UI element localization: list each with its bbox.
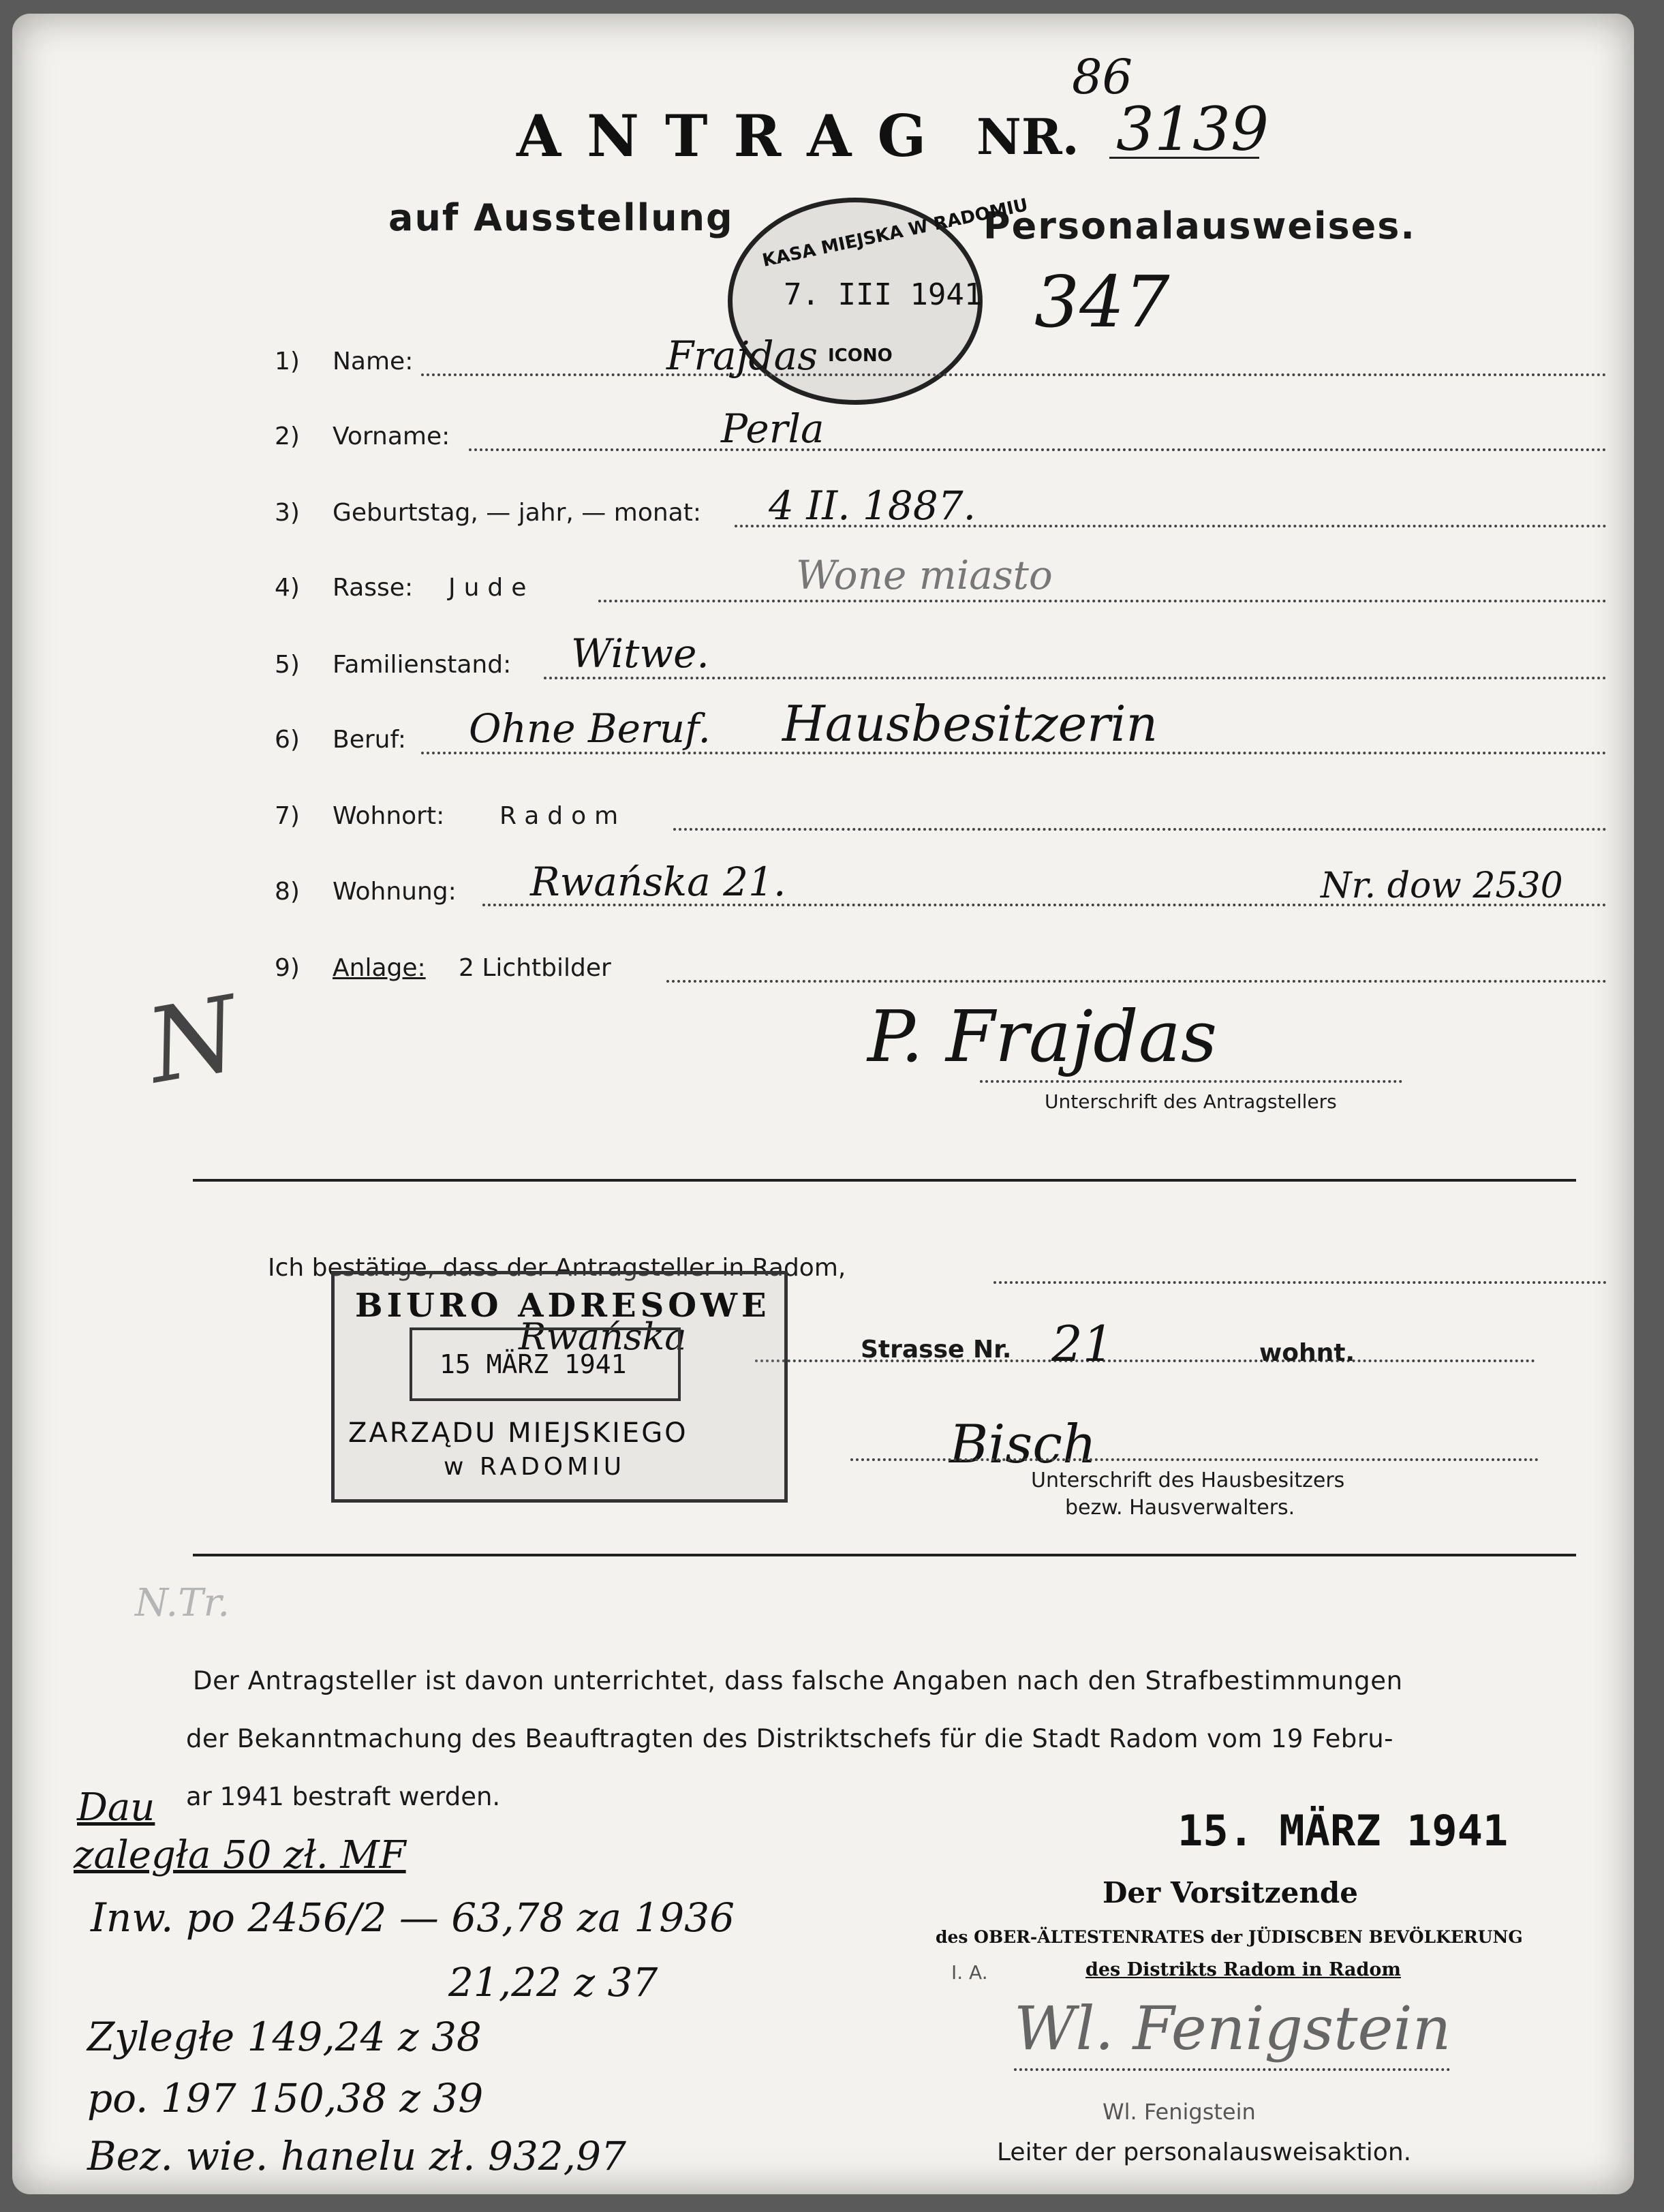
field-printed-rasse: Jude [448,574,535,602]
field-number: 3) [275,499,300,527]
field-number: 4) [275,574,300,602]
owner-signature: Bisch [949,1414,1097,1475]
confirmation-line: Ich bestätige, dass der Antragsteller in Radom, [268,1254,846,1282]
field-value-rasse: Wone miasto [796,552,1053,598]
street-number: 21 [1051,1315,1114,1372]
notice-line1: Der Antragsteller ist davon unterrichtet, dass falsche Angaben nach den Strafbestimmungen [193,1666,1403,1695]
notice-line3: ar 1941 bestraft werden. [186,1782,501,1811]
ledger-line: Zyległe 149,24 z 38 [87,2014,482,2060]
field-number: 6) [275,726,300,754]
official-name: Wl. Fenigstein [1103,2099,1256,2125]
field-label: Rasse: [333,574,414,602]
form-number-value: 3139 [1116,94,1269,164]
field-dots [421,373,1607,376]
field-label: Wohnung: [333,878,457,906]
field-value-wohnung-2: Nr. dow 2530 [1321,865,1563,906]
field-value-beruf: Ohne Beruf. [469,705,711,752]
official-ia: I. A. [951,1961,988,1984]
official-date: 15. MÄRZ 1941 [1177,1806,1509,1856]
field-label: Geburtstag, — jahr, — monat: [333,499,701,527]
field-number: 5) [275,651,300,679]
official-org-line1: des OBER-ÄLTESTENRATES der JÜDISCBEN BEVÖLKERUNG [936,1927,1523,1947]
field-number: 9) [275,954,300,982]
owner-caption-line2: bezw. Hausverwalters. [1065,1496,1295,1520]
field-dots [666,980,1607,983]
field-dots [544,677,1607,679]
field-value-name: Frajdas [666,333,818,379]
field-value-geburtstag: 4 II. 1887. [769,482,976,529]
ledger-line: Bez. wie. hanelu zł. 932,97 [87,2133,626,2179]
top-number: 86 [1072,49,1133,105]
field-label: Beruf: [333,726,406,754]
official-org-line2: des Distrikts Radom in Radom [1085,1959,1401,1980]
field-label: Anlage: [333,954,426,982]
biuro-stamp [331,1271,788,1503]
field-label: Name: [333,348,414,375]
signature-dots [980,1080,1402,1083]
form-title: ANTRAG [517,102,953,170]
field-number: 7) [275,802,300,830]
official-signature: Wl. Fenigstein [1014,1993,1451,2063]
kasa-stamp-top: KASA MIEJSKA W RADOMIU [760,195,1030,271]
wohnt-label: wohnt. [1259,1339,1355,1367]
ledger-line: Dau [77,1785,155,1830]
biuro-stamp-title: BIURO ADRESOWE [355,1287,771,1325]
field-label: Vorname: [333,423,450,450]
form-number-label: NR. [976,108,1079,166]
official-title: Der Vorsitzende [1103,1876,1358,1909]
handwritten-number: 347 [1034,260,1170,343]
form-number-line [1109,157,1259,159]
biuro-stamp-date-box [410,1327,681,1401]
biuro-stamp-street: Rwańska [519,1315,687,1358]
biuro-stamp-line2: w RADOMIU [444,1453,626,1481]
field-dots [469,448,1607,451]
field-label: Familienstand: [333,651,512,679]
field-printed-wohnort: Radom [499,802,627,830]
kasa-stamp-bottom: ICONO [828,345,893,366]
street-label: Strasse Nr. [861,1336,1012,1364]
owner-signature-dots [850,1458,1539,1461]
field-value-beruf-2: Hausbesitzerin [782,695,1158,752]
official-role: Leiter der personalausweisaktion. [997,2138,1412,2166]
field-value-vorname: Perla [721,405,825,452]
ledger-line: 21,22 z 37 [448,1959,658,2006]
field-dots [598,600,1607,602]
ledger-line: Inw. po 2456/2 — 63,78 za 1936 [91,1894,735,1941]
ledger-line: zaległa 50 zł. MF [74,1833,406,1877]
faint-note: N.Tr. [135,1581,230,1625]
biuro-stamp-date: 15 MÄRZ 1941 [440,1349,627,1379]
subtitle-left: auf Ausstellung [388,196,734,239]
biuro-stamp-line1: ZARZĄDU MIEJSKIEGO [348,1417,688,1449]
notice-line2: der Bekanntmachung des Beauftragten des Distriktschefs für die Stadt Radom vom 19 Febru- [186,1724,1393,1753]
confirmation-dots [993,1281,1607,1284]
field-number: 1) [275,348,300,375]
official-signature-dots [1014,2068,1450,2071]
applicant-signature-caption: Unterschrift des Antragstellers [1045,1090,1337,1113]
field-value-familienstand: Witwe. [571,630,709,677]
field-label: Wohnort: [333,802,445,830]
field-dots [673,828,1607,831]
ledger-line: po. 197 150,38 z 39 [87,2075,484,2121]
section-divider-2 [193,1554,1576,1556]
applicant-signature: P. Frajdas [867,995,1218,1078]
owner-caption-line1: Unterschrift des Hausbesitzers [1031,1469,1345,1492]
application-form [12,14,1634,2194]
kasa-stamp-date: 7. III 1941 [784,277,983,312]
section-divider [193,1179,1576,1182]
field-printed-anlage: 2 Lichtbilder [459,954,611,982]
field-value-wohnung: Rwańska 21. [530,859,786,905]
field-number: 2) [275,423,300,450]
field-number: 8) [275,878,300,906]
margin-mark: N [138,974,248,1107]
subtitle-right: Personalausweises. [983,204,1416,247]
